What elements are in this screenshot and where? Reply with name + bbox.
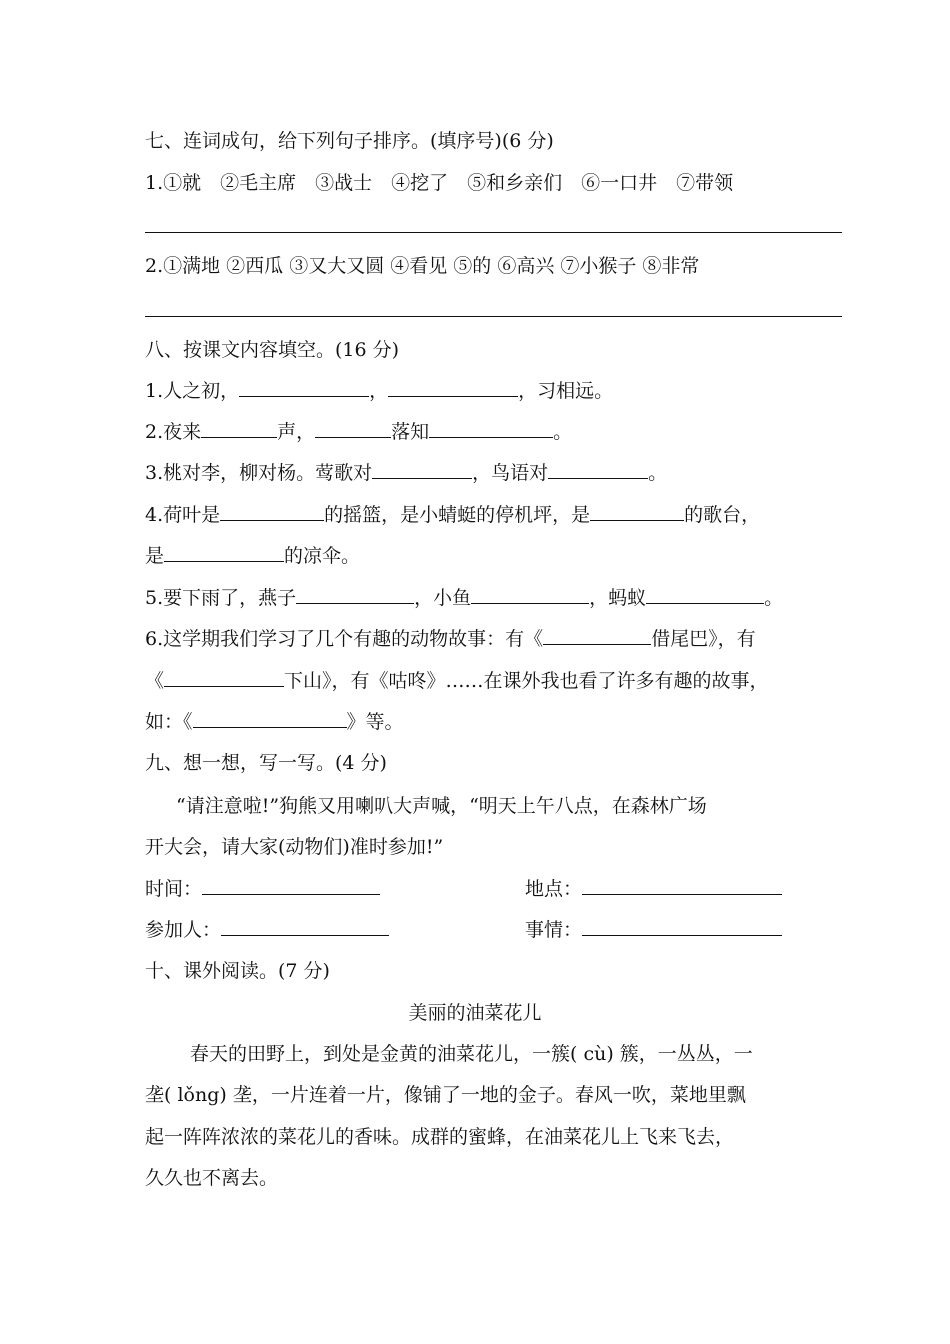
blank[interactable] [388, 378, 518, 397]
s9-passage-line-2: 开大会，请大家(动物们)准时参加!” [145, 836, 444, 858]
blank[interactable] [201, 419, 277, 438]
blank[interactable] [590, 502, 684, 521]
people-blank[interactable] [221, 917, 389, 936]
story-line-2: 垄( lǒng) 垄，一片连着一片，像铺了一地的金子。春风一吹，菜地里飘 [145, 1084, 746, 1106]
time-blank[interactable] [202, 876, 380, 895]
place-row: 地点： [525, 876, 782, 902]
place-blank[interactable] [582, 876, 782, 895]
blank[interactable] [193, 709, 347, 728]
s7-question-1: 1.①就 ②毛主席 ③战士 ④挖了 ⑤和乡亲们 ⑥一口井 ⑦带领 [145, 172, 734, 194]
answer-line-2[interactable] [145, 316, 842, 317]
s8-question-3: 3.桃对李，柳对杨。莺歌对 ，鸟语对 。 [145, 462, 668, 484]
s8-question-2: 2.夜来 声， 落知 。 [145, 421, 573, 443]
story-line-3: 起一阵阵浓浓的菜花儿的香味。成群的蜜蜂，在油菜花儿上飞来飞去， [145, 1126, 735, 1148]
event-blank[interactable] [582, 917, 782, 936]
blank[interactable] [164, 668, 284, 687]
s8-question-4: 4.荷叶是 的摇篮，是小蜻蜓的停机坪，是 的歌台， [145, 504, 761, 526]
blank[interactable] [239, 378, 369, 397]
blank[interactable] [543, 626, 651, 645]
event-row: 事情： [525, 917, 782, 943]
answer-line-1[interactable] [145, 232, 842, 233]
section-7-title: 七、连词成句，给下列句子排序。(填序号)(6 分) [145, 130, 554, 152]
story-line-1: 春天的田野上，到处是金黄的油菜花儿，一簇( cù) 簇，一丛丛，一 [190, 1043, 753, 1065]
blank[interactable] [471, 585, 589, 604]
blank[interactable] [429, 419, 553, 438]
blank[interactable] [372, 460, 472, 479]
s8-question-6: 6.这学期我们学习了几个有趣的动物故事：有《 借尾巴》，有 [145, 628, 756, 650]
s8-question-6-cont: 《 下山》，有《咕咚》……在课外我也看了许多有趣的故事， [145, 670, 769, 692]
section-10-title: 十、课外阅读。(7 分) [145, 960, 330, 982]
s8-question-1: 1.人之初， ， ，习相远。 [145, 380, 614, 402]
blank[interactable] [548, 460, 648, 479]
s7-question-2: 2.①满地 ②西瓜 ③又大又圆 ④看见 ⑤的 ⑥高兴 ⑦小猴子 ⑧非常 [145, 255, 700, 277]
section-8-title: 八、按课文内容填空。(16 分) [145, 339, 400, 361]
blank[interactable] [646, 585, 764, 604]
s8-question-6-cont2: 如：《 》等。 [145, 711, 404, 733]
story-line-4: 久久也不离去。 [145, 1167, 279, 1189]
blank[interactable] [315, 419, 391, 438]
s9-passage-line-1: “请注意啦!”狗熊又用喇叭大声喊，“明天上午八点，在森林广场 [176, 795, 707, 817]
blank[interactable] [164, 543, 284, 562]
section-9-title: 九、想一想，写一写。(4 分) [145, 752, 387, 774]
blank[interactable] [220, 502, 324, 521]
time-row: 时间： [145, 876, 380, 902]
story-title: 美丽的油菜花儿 [408, 1002, 542, 1024]
s8-question-5: 5.要下雨了，燕子 ，小鱼 ，蚂蚁 。 [145, 587, 784, 609]
s8-question-4-cont: 是 的凉伞。 [145, 545, 361, 567]
people-row: 参加人： [145, 917, 389, 943]
blank[interactable] [296, 585, 414, 604]
